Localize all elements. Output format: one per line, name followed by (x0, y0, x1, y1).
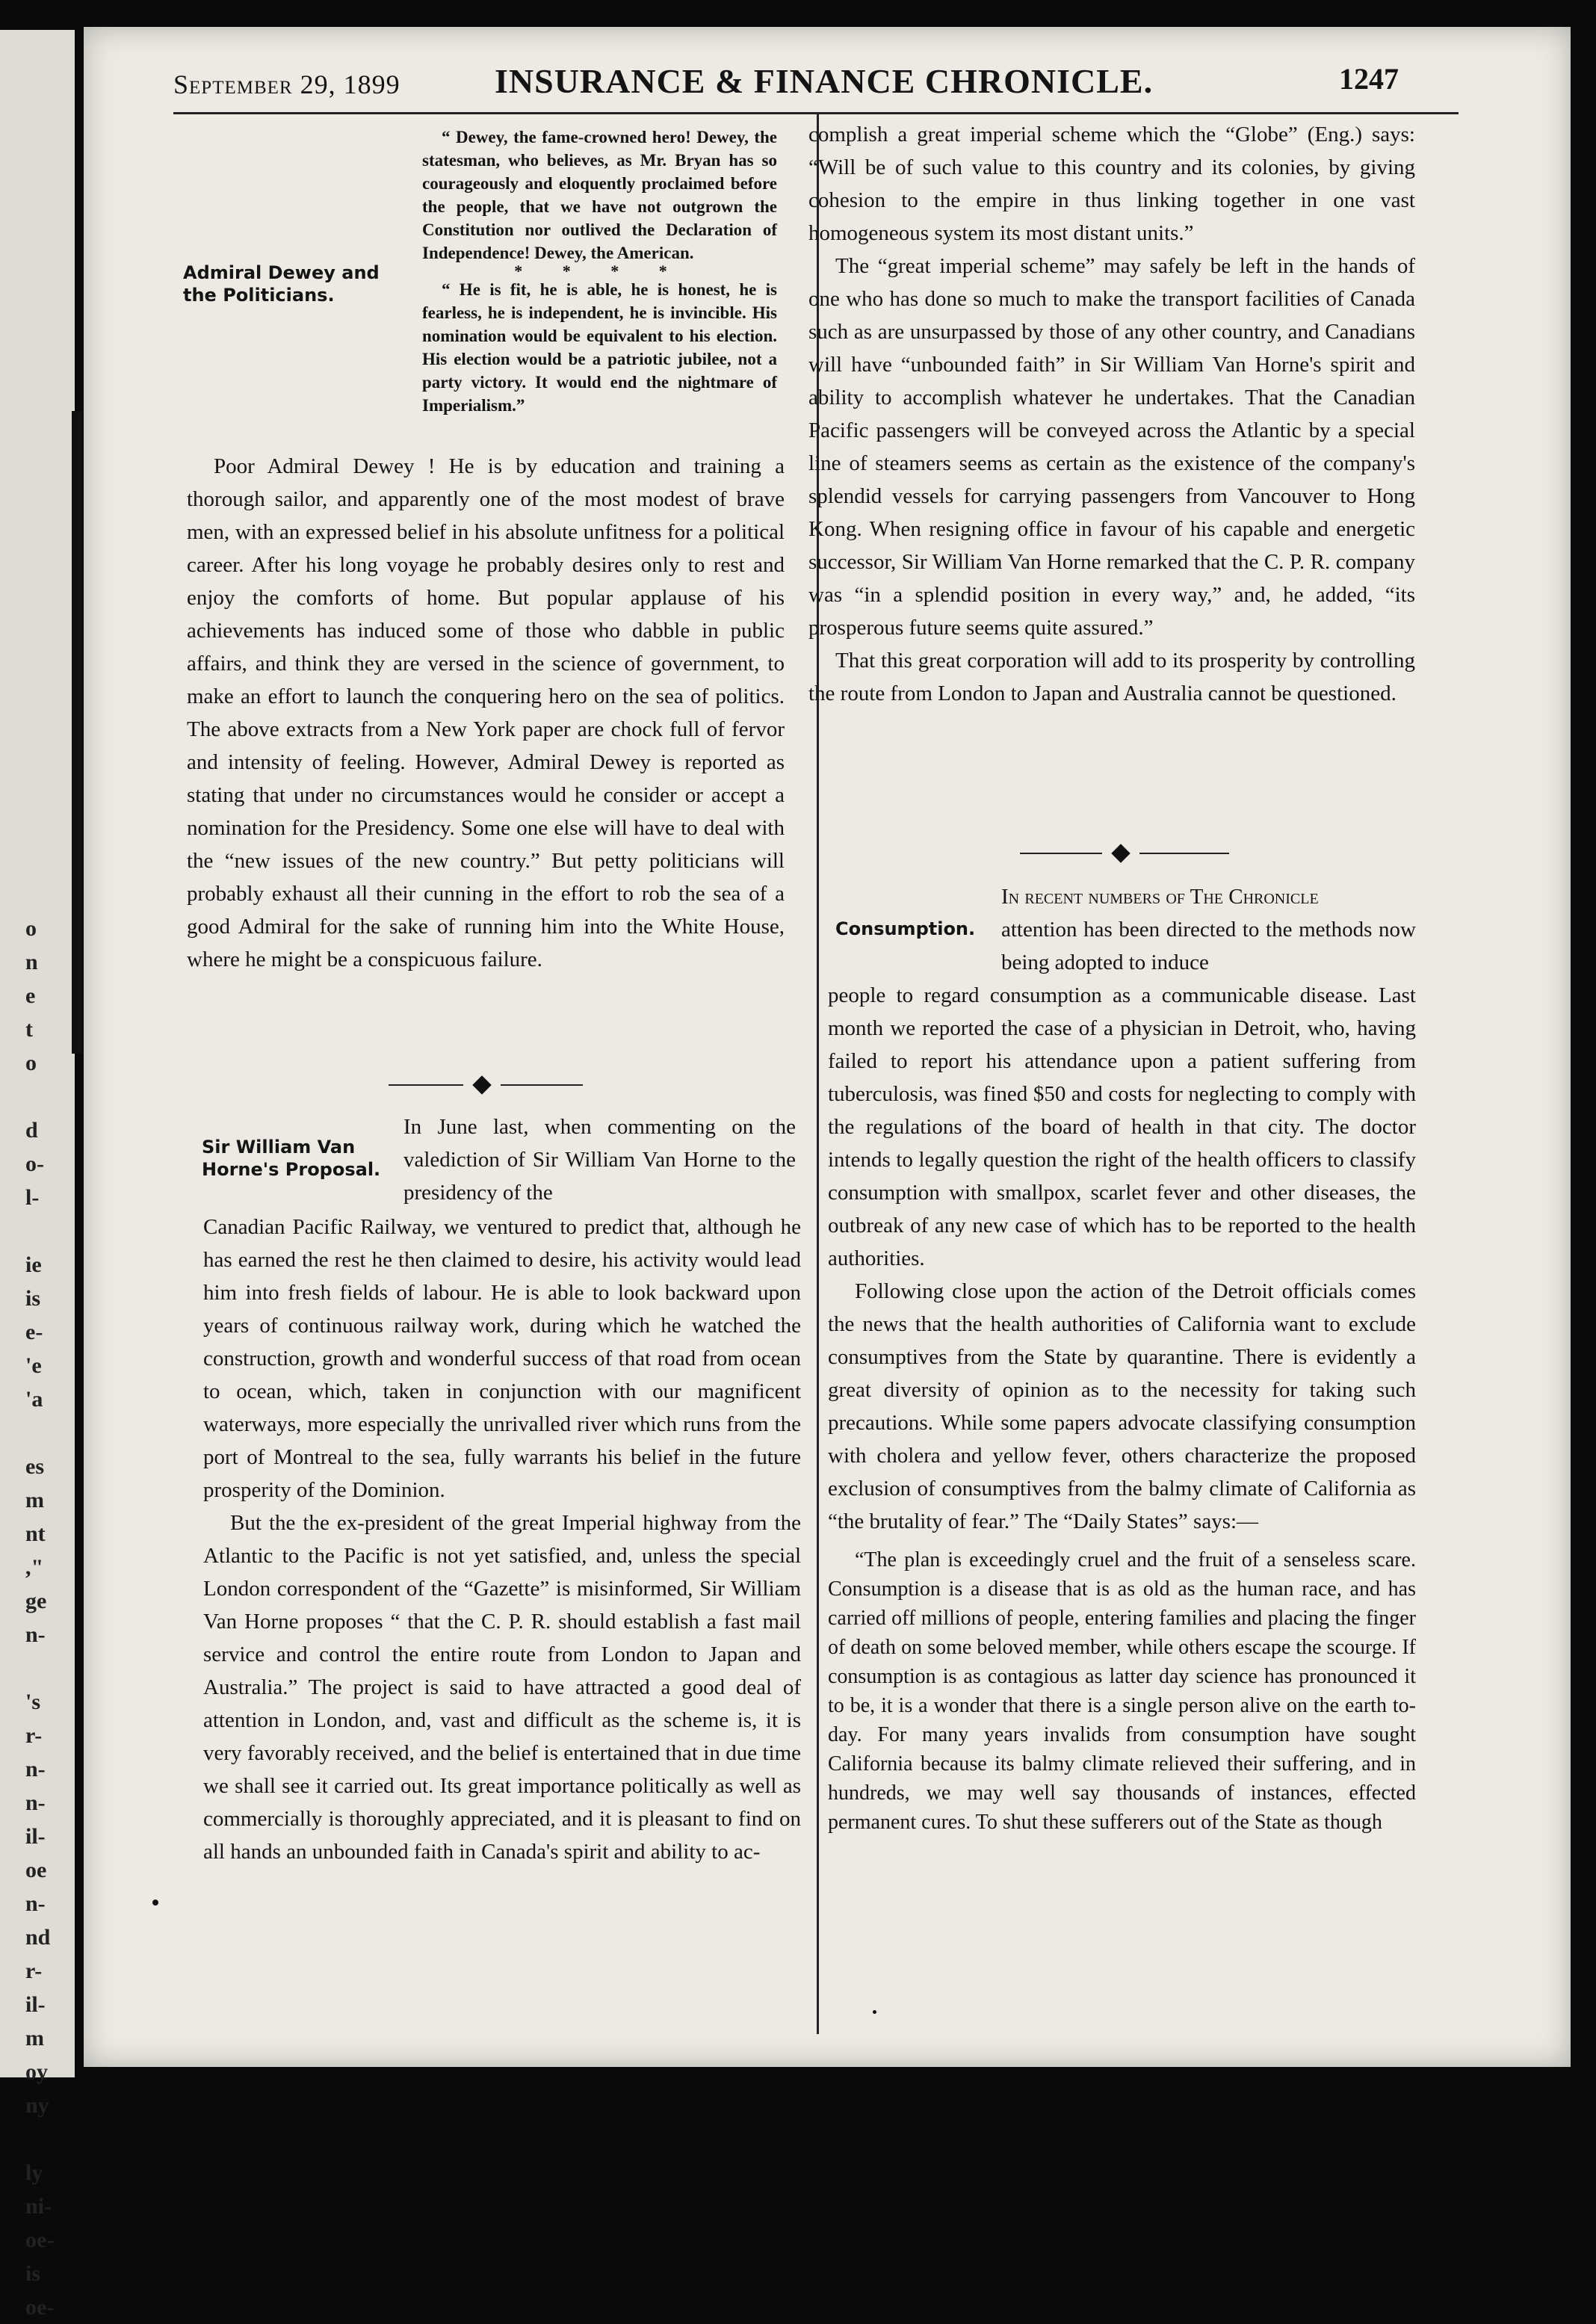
van-horne-continued (808, 118, 1415, 710)
header-rule (173, 112, 1459, 114)
van-horne-right-para-2: The “great imperial scheme” may safely be left in the hands of one who has done so much to make the transport facilities of Canada such as are unsurpassed by those of any other country, and Canadians will have “unbounded faith” in Sir William Van Horne's spirit and ability to accomplish whatever he undertakes. That the Canadian Pacific passengers will be conveyed across the Atlantic by a special line of steamers seems as certain as the existence of the company's splendid vessels for carrying passengers from Vancouver to Hong Kong. When resigning office in favour of his capable and energetic successor, Sir William Van Horne remarked that the C. P. R. company was “in a splendid position in every way,” and, he added, “its prosperous future seems quite assured.” (808, 254, 1415, 640)
margin-fragment: 'a (25, 1387, 43, 1412)
margin-fragment: n- (25, 1891, 46, 1916)
sidehead-consumption: Consumption. (835, 918, 976, 939)
stars-separator: * * * * (514, 262, 685, 280)
margin-fragment: n (25, 950, 38, 974)
van-horne-lead (403, 1110, 796, 1209)
margin-fragment: n- (25, 1757, 46, 1781)
margin-fragment: il- (25, 1824, 46, 1849)
page-header (173, 61, 1399, 106)
margin-fragment: 's (25, 1690, 41, 1714)
margin-fragment: 'e (25, 1353, 42, 1378)
consumption-lead-line: In recent numbers of The Chronicle (1001, 885, 1319, 909)
sidehead-dewey-line1: Admiral Dewey and (183, 262, 380, 283)
margin-fragment: e- (25, 1320, 43, 1344)
margin-fragment: oy (25, 2059, 48, 2084)
margin-fragment: is (25, 2261, 41, 2286)
margin-fragment: oe- (25, 2295, 55, 2320)
margin-fragment: ge (25, 1589, 47, 1613)
van-horne-lead-text: In June last, when commenting on the valediction of Sir William Van Horne to the presidency of the (403, 1115, 796, 1205)
dewey-quote (422, 126, 777, 417)
van-horne-right-para-3: That this great corporation will add to its prosperity by controlling the route from London to Japan and Australia cannot be questioned. (808, 649, 1415, 705)
margin-fragment: ly (25, 2160, 43, 2185)
margin-fragment: ie (25, 1252, 42, 1277)
margin-fragment: d (25, 1118, 38, 1143)
dewey-paragraph: Poor Admiral Dewey ! He is by education and training a thorough sailor, and apparently one of the most modest of brave men, with an expressed belief in his absolute unfitness for a political career. After his long voyage he probably desires only to rest and enjoy the comforts of home. But popular applause of his achievements has induced some of those who dabble in public affairs, and think they are versed in the science of government, to make an effort to launch the conquering hero on the sea of politics. The above extracts from a New York paper are chock full of fervor and intensity of feeling. However, Admiral Dewey is reported as stating that under no circumstances would he consider or accept a nomination for the Presidency. Some one else will have to deal with the “new issues of the new country.” But petty politicians will probably exhaust all their cunning in the effort to rob the sea of a good Admiral for the sake of running him into the White House, where he might be a conspicuous failure. (187, 454, 785, 971)
dewey-quote-2: “ He is fit, he is able, he is honest, he is fearless, he is independent, he is invincible. His nomination would be equivalent to his election. His election would be a patriotic jubilee, not a party victory. It would end the nightmare of Imperialism.” (422, 280, 777, 415)
scan-speck (873, 2010, 876, 2014)
margin-fragment: r- (25, 1959, 43, 1983)
margin-fragment: ," (25, 1555, 44, 1580)
binding-shadow (72, 411, 82, 1054)
consumption-lead-rest: attention has been directed to the methods now being adopted to induce (1001, 918, 1416, 974)
ornament-divider-right (1020, 846, 1229, 861)
margin-fragment: ni- (25, 2194, 52, 2219)
margin-fragment: oe (25, 1858, 47, 1882)
margin-fragment: n- (25, 1622, 46, 1647)
margin-fragment: o- (25, 1152, 44, 1176)
margin-fragment: il- (25, 1992, 46, 2017)
dewey-quote-1: “ Dewey, the fame-crowned hero! Dewey, the statesman, who believes, as Mr. Bryan has so courageously and eloquently proclaimed before the people, that we have not outgrown the Constitution nor outlived the Declaration of Independence! Dewey, the American. (422, 128, 777, 262)
adjacent-page-strip (0, 30, 75, 2320)
margin-fragment: is (25, 1286, 41, 1311)
consumption-para-2: Following close upon the action of the Detroit officials comes the news that the health authorities of California want to exclude consumptives from the State by quarantine. There is evidently a great diversity of opinion as to the necessity for taking such precautions. While some papers advocate classifying consumption with cholera and yellow fever, others characterize the proposed exclusion of consumptives from the balmy climate of California as “the brutality of fear.” The “Daily States” says:— (828, 1279, 1416, 1533)
margin-fragment: l- (25, 1185, 40, 1210)
sidehead-dewey (183, 262, 400, 306)
consumption-body (828, 979, 1416, 1837)
margin-fragment: r- (25, 1723, 43, 1748)
van-horne-cont-para: complish a great imperial scheme which the “Globe” (Eng.) says: “Will be of such value to this country and its colonies, by giving cohesion to the empire in thus linking together in one vast homogeneous system its most distant units.” (808, 123, 1415, 245)
van-horne-para-1: Canadian Pacific Railway, we ventured to predict that, although he has earned the rest he then claimed to desire, his activity would lead him into fresh fields of labour. He is able to look backward upon years of continuous railway work, during which he watched the construction, growth and wonderful success of that road from ocean to ocean, which, taken in conjunction with our magnificent waterways, more especially the unrivalled river which runs from the port of Montreal to the sea, fully warrants his belief in the future prosperity of the Dominion. (203, 1215, 801, 1502)
margin-fragment: oe- (25, 2228, 55, 2252)
ornament-divider-left (389, 1078, 583, 1093)
header-date: September 29, 1899 (173, 69, 400, 99)
consumption-para-1: people to regard consumption as a communicable disease. Last month we reported the case of a physician in Detroit, who, having failed to report his attendance upon a patient suffering from tuberculosis, was fined $50 and costs for neglecting to comply with the regulations of the board of health in that city. The doctor intends to legally question the right of the health officers to classify consumption with smallpox, scarlet fever and other diseases, the outbreak of any new case of which has to be reported to the health authorities. (828, 983, 1416, 1270)
scan-speck (152, 1900, 158, 1906)
margin-fragment: e (25, 983, 36, 1008)
dewey-body (187, 450, 785, 976)
margin-fragment: o (25, 1051, 37, 1075)
margin-fragment: t (25, 1017, 33, 1042)
margin-fragment: ny (25, 2093, 49, 2118)
van-horne-body (203, 1211, 801, 1868)
margin-fragment: m (25, 1488, 44, 1512)
margin-fragment: m (25, 2026, 44, 2051)
margin-fragment: nd (25, 1925, 51, 1950)
consumption-lead (1001, 880, 1416, 979)
sidehead-van-horne (202, 1136, 400, 1181)
sidehead-van-horne-line2: Horne's Proposal. (202, 1159, 381, 1180)
van-horne-para-2: But the the ex-president of the great Imperial highway from the Atlantic to the Pacific is not yet satisfied, and, unless the special London correspondent of the “Gazette” is misinformed, Sir William Van Horne proposes “ that the C. P. R. should establish a fast mail service and control the entire route from London to Japan and Australia.” The project is said to have attracted a good deal of attention in London, and, vast and difficult as the scheme is, it is very favorably received, and the belief is entertained that in due time we shall see it carried out. Its great importance politically as well as commercially is thoroughly appreciated, and it is pleasant to find on all hands an unbounded faith in Canada's spirit and ability to ac- (203, 1511, 801, 1864)
margin-fragment: es (25, 1454, 44, 1479)
daily-states-quote: “The plan is exceedingly cruel and the fruit of a senseless scare. Consumption is a disease that is as old as the human race, and has carried off millions of people, entering families and placing the finger of death on some beloved member, while others escape the scourge. If consumption is as contagious as latter day science has pronounced it to be, it is a wonder that there is a single person alive on the earth to-day. For many years invalids from consumption have sought California because its balmy climate relieved their suffering, and in hundreds, we may well say thousands of instances, effected permanent cures. To shut these sufferers out of the State as though (828, 1548, 1416, 1834)
sidehead-van-horne-line1: Sir William Van (202, 1137, 356, 1158)
margin-fragment: n- (25, 1790, 46, 1815)
header-title: INSURANCE & FINANCE CHRONICLE. (495, 62, 1154, 100)
margin-fragment: nt (25, 1521, 46, 1546)
sidehead-dewey-line2: the Politicians. (183, 285, 335, 306)
margin-fragment: o (25, 916, 37, 941)
header-page-number: 1247 (1339, 62, 1399, 96)
